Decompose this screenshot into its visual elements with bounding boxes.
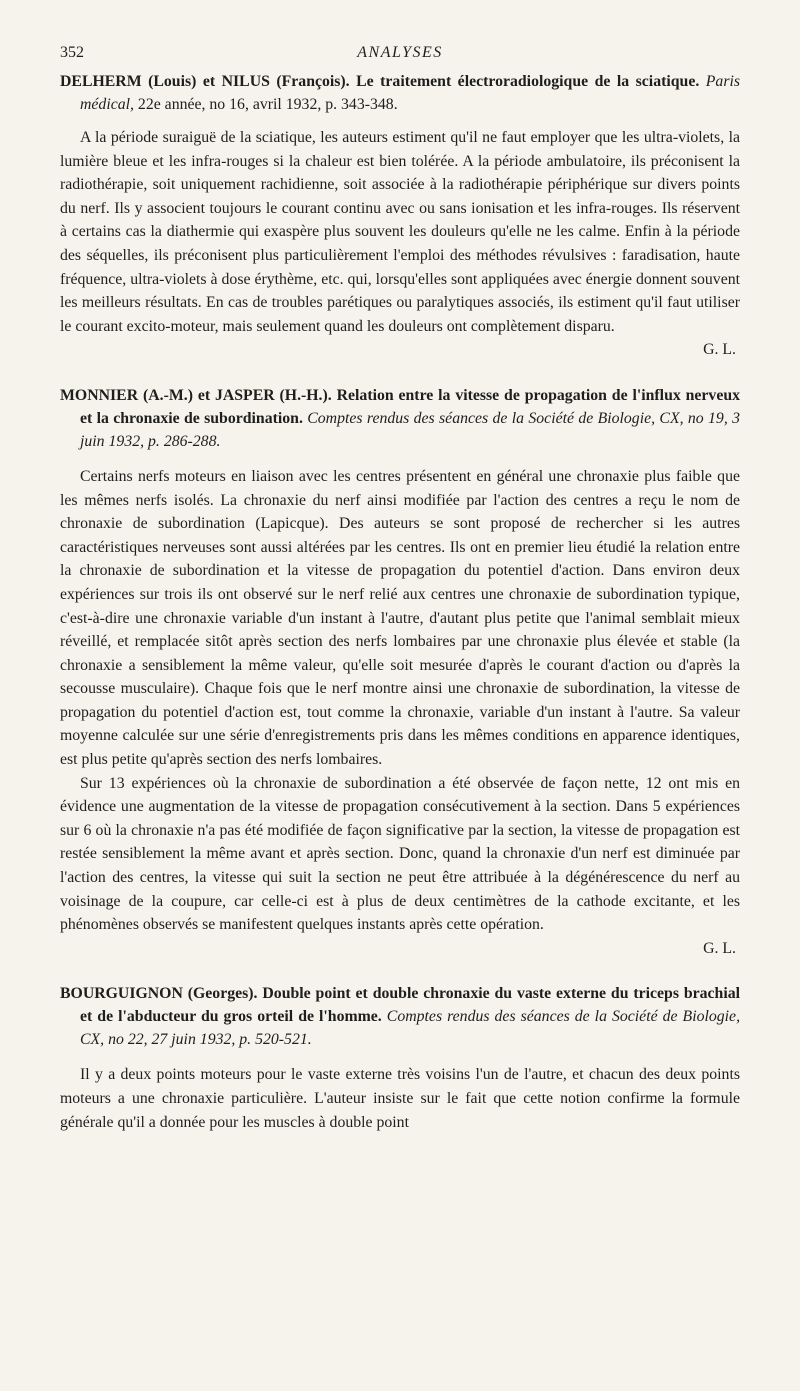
entry-title: Double point et double chronaxie du vaste externe du triceps brachial et de l'abducteur du gros orteil de l'homme. [80, 985, 741, 1026]
entry-source-details: CX, no 22, 27 juin 1932, p. 520-521. [80, 1031, 312, 1049]
running-head [60, 44, 740, 70]
entry-journal: Paris médical, [80, 73, 740, 113]
entry-signature: G. L. [703, 939, 736, 957]
entry-authors: MONNIER (A.-M.) et JASPER (H.-H.). [60, 386, 332, 404]
entry-paragraph: A la période suraiguë de la sciatique, les auteurs estiment qu'il ne faut employer que les ultra-violets, la lumière bleue et les infra-rouges si la chaleur est bien tolérée. A la période ambulatoire, ils préconisent la radiothérapie, soit uniquement rachidienne, soit associée à la radiothérapie périphérique sur divers points du nerf. Ils y associent toujours le courant continu avec ou sans ionisation et les infra-rouges. Ils réservent à certains cas la diathermie qui exaspère plus souvent les douleurs qu'elle ne les calme. Enfin à la période des séquelles, ils préconisent plus particulièrement l'emploi des méthodes révulsives : faradisation, haute fréquence, ultra-violets à dose érythème, etc. qui, lorsqu'elles sont appliquées avec énergie donnent souvent les meilleurs résultats. En cas de troubles parétiques ou paralytiques associés, ils estiment qu'il faut utiliser le courant excito-moteur, mais seulement quand les douleurs ont complètement disparu. [60, 129, 740, 335]
entry-citation [60, 70, 740, 116]
entry-citation [60, 384, 740, 453]
abstract-entry [60, 384, 740, 960]
entry-paragraph: Il y a deux points moteurs pour le vaste externe très voisins l'un de l'autre, et chacun des deux points moteurs a une chronaxie particulière. L'auteur insiste sur le fait que cette notion confirme la formule générale qu'il a donnée pour les muscles à double point [60, 1066, 740, 1131]
entry-source-details: CX, no 19, 3 juin 1932, p. 286-288. [80, 409, 741, 450]
journal-page [60, 44, 740, 1156]
entry-authors: BOURGUIGNON (Georges). [60, 985, 258, 1003]
entry-journal: Comptes rendus des séances de la Société de Biologie, [386, 1008, 741, 1026]
abstract-entry [60, 982, 740, 1134]
entry-citation [60, 982, 740, 1051]
entry-paragraph: Sur 13 expériences où la chronaxie de subordination a été observée de façon nette, 12 ont mis en évidence une augmentation de la vitesse de propagation consécutivement à la section. Dans 5 expériences sur 6 où la chronaxie n'a pas été modifiée de façon significative par la section, la vitesse de propagation est restée sensiblement la même avant et après section. Donc, quand la chronaxie d'un nerf est diminuée par l'action des centres, la vitesse qui suit la section ne peut être attribuée à la dégénérescence du nerf au voisinage de la coupure, car celle-ci est à plus de deux centimètres de la cathode excitante, et les phénomènes observés se manifestent quelques instants après cette opération. [60, 774, 740, 934]
entry-journal: Comptes rendus des séances de la Société de Biologie, [307, 409, 656, 427]
entry-source-details: 22e année, no 16, avril 1932, p. 343-348. [137, 96, 398, 113]
entry-authors: DELHERM (Louis) et NILUS (François). [60, 73, 350, 90]
page-number: 352 [60, 44, 84, 61]
entry-title: Relation entre la vitesse de propagation de l'influx nerveux et la chronaxie de subordination. [80, 386, 741, 427]
running-title: ANALYSES [357, 44, 443, 61]
entry-title: Le traitement électroradiologique de la sciatique. [356, 73, 700, 90]
entry-signature: G. L. [703, 341, 736, 359]
entry-paragraph: Certains nerfs moteurs en liaison avec les centres présentent en général une chronaxie plus faible que les mêmes nerfs isolés. La chronaxie du nerf ainsi modifiée par l'action des centres a reçu le nom de chronaxie de subordination (Lapicque). Des auteurs se sont proposé de rechercher si les autres caractéristiques nerveuses sont aussi altérées par les centres. Ils ont en premier lieu étudié la relation entre la chronaxie de subordination et la vitesse de propagation du potentiel d'action. Dans environ deux expériences sur trois ils ont observé sur le nerf relié aux centres une chronaxie de subordination typique, c'est-à-dire une chronaxie variable d'un instant à l'autre, d'autant plus petite que l'animal semblait mieux réveillé, et remplacée sitôt après section des nerfs lombaires par une chronaxie plus élevée et stable (la chronaxie a sensiblement la même valeur, qu'elle soit mesurée d'après le courant d'action ou d'après la secousse musculaire). Chaque fois que le nerf montre ainsi une chronaxie de subordination, la vitesse de propagation du potentiel d'action est, tout comme la chronaxie, variable d'un instant à l'autre. Sa valeur moyenne calculée sur une série d'enregistrements pris dans les mêmes conditions en apparence identiques, est plus petite qu'après section des nerfs lombaires. [60, 467, 740, 769]
abstract-entry [60, 70, 740, 362]
